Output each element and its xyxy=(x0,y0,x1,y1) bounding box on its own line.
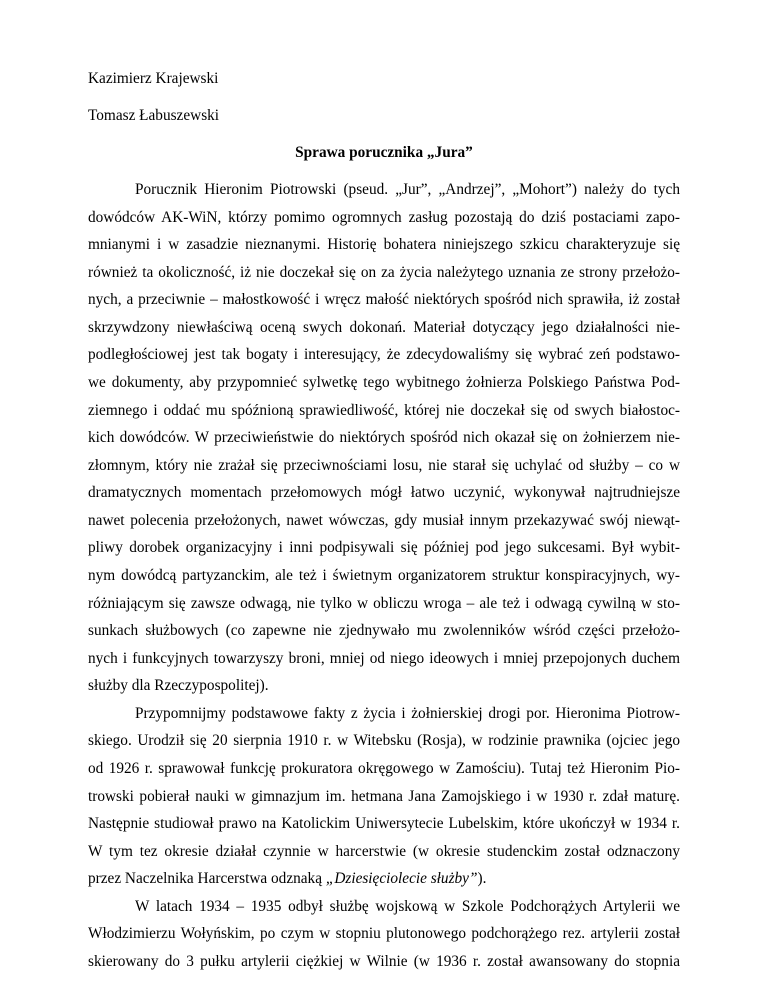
paragraph-line: nych i funkcyjnych towarzyszy broni, mniej od niego ideowych i mniej przepojonych duchem xyxy=(88,650,680,667)
paragraph-line: trowski pobierał nauki w gimnazjum im. hetmana Jana Zamojskiego i w 1930 r. zdał maturę. xyxy=(88,788,680,805)
paragraph-line: skrzywdzony niewłaściwą oceną swych dokonań. Materiał dotyczący jego działalności nie- xyxy=(88,319,680,336)
paragraph-line: mnianymi i w zasadzie nieznanymi. Historię bohatera niniejszego szkicu charakteryzuje się xyxy=(88,236,680,253)
paragraph-line: pliwy dorobek organizacyjny i inni podpisywali się później pod jego sukcesami. Był wybit- xyxy=(88,539,680,556)
italic-award-name: „Dziesięciolecie służby” xyxy=(325,870,478,887)
paragraph-line: podległościowej jest tak bogaty i interesujący, że zdecydowaliśmy się wybrać zeń podstawo- xyxy=(88,346,680,363)
paragraph-line: różniającym się zawsze odwagą, nie tylko w obliczu wroga – ale też i odwagą cywilną w sto- xyxy=(88,595,680,612)
paragraph-line: skierowany do 3 pułku artylerii ciężkiej w Wilnie (w 1936 r. został awansowany do stopnia xyxy=(88,953,680,970)
paragraph-line xyxy=(88,869,680,888)
paragraph-line: złomnym, który nie zrażał się przeciwnościami losu, nie starał się uchylać od służby – co w xyxy=(88,457,680,474)
paragraph-line: W tym tez okresie działał czynnie w harcerstwie (w okresie studenckim został odznaczony xyxy=(88,843,680,860)
paragraph-line: kich dowódców. W przeciwieństwie do niektórych spośród nich okazał się on żołnierzem nie- xyxy=(88,429,680,446)
paragraph-line: Następnie studiował prawo na Katolickim Uniwersytecie Lubelskim, które ukończył w 1934 r. xyxy=(88,815,680,832)
paragraph-line: Przypomnijmy podstawowe fakty z życia i żołnierskiej drogi por. Hieronima Piotrow- xyxy=(135,705,680,722)
line-text: ). xyxy=(477,870,487,887)
paragraph-line: W latach 1934 – 1935 odbył służbę wojskową w Szkole Podchorążych Artylerii we xyxy=(135,898,680,915)
article-title: Sprawa porucznika „Jura” xyxy=(295,144,473,161)
author-name: Tomasz Łabuszewski xyxy=(88,107,220,124)
paragraph-line: skiego. Urodził się 20 sierpnia 1910 r. w Witebsku (Rosja), w rodzinie prawnika (ojciec jego xyxy=(88,732,680,749)
paragraph-line: Włodzimierzu Wołyńskim, po czym w stopniu plutonowego podchorążego rez. artylerii został xyxy=(88,925,680,942)
paragraph-line: od 1926 r. sprawował funkcję prokuratora okręgowego w Zamościu). Tutaj też Hieronim Pio- xyxy=(88,760,680,777)
paragraph-line: służby dla Rzeczypospolitej). xyxy=(88,677,269,694)
author-name: Kazimierz Krajewski xyxy=(88,70,219,87)
paragraph-line: we dokumenty, aby przypomnieć sylwetkę tego wybitnego żołnierza Polskiego Państwa Pod- xyxy=(88,374,680,391)
paragraph-line: nawet polecenia przełożonych, nawet wówczas, gdy musiał innym przekazywać swój niewąt- xyxy=(88,512,680,529)
paragraph-line: Porucznik Hieronim Piotrowski (pseud. „Jur”, „Andrzej”, „Mohort”) należy do tych xyxy=(135,181,680,198)
paragraph-line: nym dowódcą partyzanckim, ale też i świetnym organizatorem struktur konspiracyjnych, wy- xyxy=(88,567,680,584)
paragraph-line: nych, a przeciwnie – małostkowość i wręcz małość niektórych spośród nich sprawiła, iż został xyxy=(88,291,680,308)
paragraph-line: dramatycznych momentach przełomowych mógł łatwo uczynić, wykonywał najtrudniejsze xyxy=(88,484,680,501)
paragraph-line: również ta okoliczność, iż nie doczekał się on za życia należytego uznania ze strony przełożo- xyxy=(88,264,680,281)
line-text: przez Naczelnika Harcerstwa odznaką xyxy=(88,870,326,887)
paragraph-line: ziemnego i oddać mu spóźnioną sprawiedliwość, której nie doczekał się od swych białostoc- xyxy=(88,402,680,419)
paragraph-line: dowódców AK-WiN, którzy pomimo ogromnych zasług pozostają do dziś postaciami zapo- xyxy=(88,209,680,226)
paragraph-line: sunkach służbowych (co zapewne nie zjednywało mu zwolenników wśród części przełożo- xyxy=(88,622,680,639)
